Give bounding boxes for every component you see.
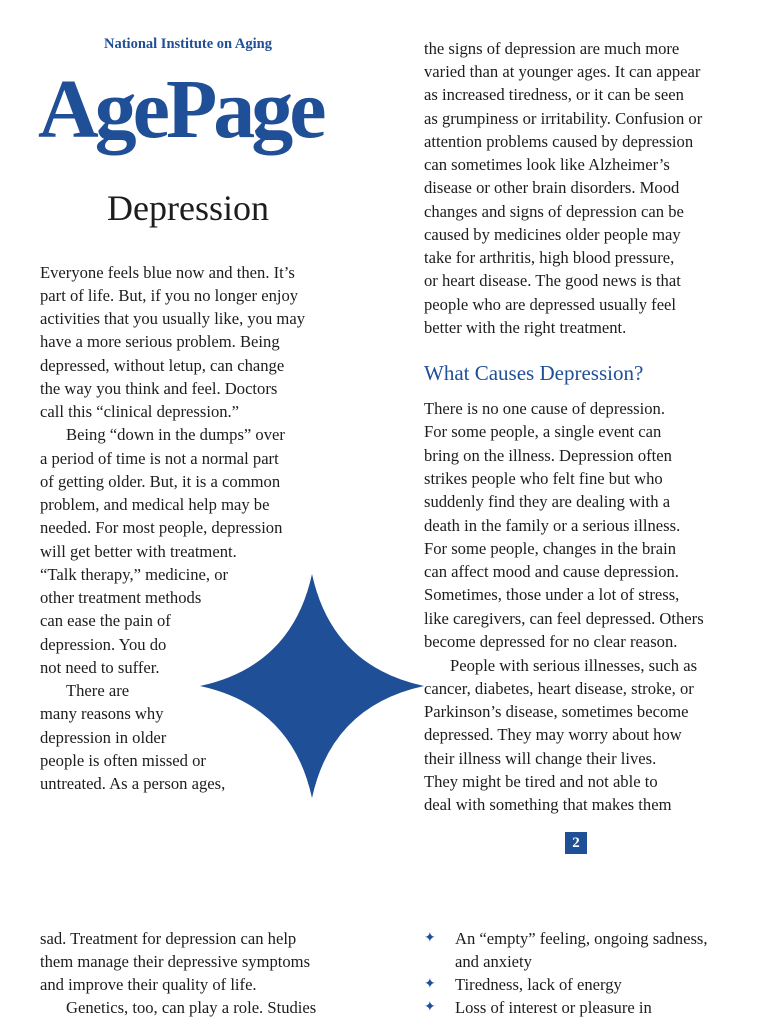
- text-line: call this “clinical depression.”: [40, 402, 240, 421]
- text-line: suddenly find they are dealing with a: [424, 492, 671, 511]
- text-line: of getting older. But, it is a common: [40, 472, 281, 491]
- text-line: They might be tired and not able to: [424, 772, 658, 791]
- text-line: deal with something that makes them: [424, 795, 672, 814]
- list-item-continuation: and anxiety: [455, 952, 532, 971]
- text-line: better with the right treatment.: [424, 318, 627, 337]
- text-line: people is often missed or: [40, 751, 206, 770]
- text-line: become depressed for no clear reason.: [424, 632, 678, 651]
- text-line: Sometimes, those under a lot of stress,: [424, 585, 680, 604]
- text-line: “Talk therapy,” medicine, or: [40, 565, 229, 584]
- list-item: Loss of interest or pleasure in: [455, 998, 652, 1017]
- text-line: Everyone feels blue now and then. It’s: [40, 263, 295, 282]
- text-line: depression in older: [40, 728, 167, 747]
- text-line: the way you think and feel. Doctors: [40, 379, 278, 398]
- text-line: not need to suffer.: [40, 658, 160, 677]
- text-line: strikes people who felt fine but who: [424, 469, 663, 488]
- text-line: people who are depressed usually feel: [424, 295, 677, 314]
- text-line: Being “down in the dumps” over: [66, 425, 285, 444]
- text-line: the signs of depression are much more: [424, 39, 680, 58]
- text-line: them manage their depressive symptoms: [40, 952, 311, 971]
- text-line: changes and signs of depression can be: [424, 202, 684, 221]
- text-line: There are: [66, 681, 130, 700]
- text-line: or heart disease. The good news is that: [424, 271, 681, 290]
- bullet-star-icon: ✦: [424, 1000, 436, 1015]
- text-line: have a more serious problem. Being: [40, 332, 280, 351]
- text-line: as increased tiredness, or it can be seen: [424, 85, 684, 104]
- text-line: problem, and medical help may be: [40, 495, 270, 514]
- text-line: as grumpiness or irritability. Confusion or: [424, 109, 703, 128]
- list-item: An “empty” feeling, ongoing sadness,: [455, 929, 708, 948]
- bullet-star-icon: ✦: [424, 931, 436, 946]
- section-heading: What Causes Depression?: [424, 361, 644, 385]
- text-line: disease or other brain disorders. Mood: [424, 178, 680, 197]
- text-line: bring on the illness. Depression often: [424, 446, 672, 465]
- text-line: activities that you usually like, you may: [40, 309, 305, 328]
- text-line: For some people, changes in the brain: [424, 539, 677, 558]
- text-line: take for arthritis, high blood pressure,: [424, 248, 675, 267]
- text-line: People with serious illnesses, such as: [450, 656, 698, 675]
- page-number-badge: 2: [565, 832, 587, 854]
- text-line: depressed. They may worry about how: [424, 725, 682, 744]
- text-line: attention problems caused by depression: [424, 132, 694, 151]
- text-line: like caregivers, can feel depressed. Others: [424, 609, 704, 628]
- text-line: needed. For most people, depression: [40, 518, 283, 537]
- text-line: their illness will change their lives.: [424, 749, 657, 768]
- page-separator: [0, 880, 768, 920]
- text-line: depression. You do: [40, 635, 167, 654]
- text-line: varied than at younger ages. It can appear: [424, 62, 701, 81]
- text-line: depressed, without letup, can change: [40, 356, 285, 375]
- text-line: Parkinson’s disease, sometimes become: [424, 702, 689, 721]
- text-line: part of life. But, if you no longer enjoy: [40, 286, 299, 305]
- text-line: many reasons why: [40, 704, 164, 723]
- text-line: and improve their quality of life.: [40, 975, 257, 994]
- text-line: There is no one cause of depression.: [424, 399, 665, 418]
- text-line: can affect mood and cause depression.: [424, 562, 679, 581]
- text-line: will get better with treatment.: [40, 542, 237, 561]
- list-item: Tiredness, lack of energy: [455, 975, 622, 994]
- text-line: a period of time is not a normal part: [40, 449, 279, 468]
- publisher-name: National Institute on Aging: [104, 36, 272, 52]
- text-line: cancer, diabetes, heart disease, stroke, or: [424, 679, 694, 698]
- text-line: can sometimes look like Alzheimer’s: [424, 155, 670, 174]
- text-line: For some people, a single event can: [424, 422, 662, 441]
- text-line: Genetics, too, can play a role. Studies: [66, 998, 317, 1017]
- text-line: caused by medicines older people may: [424, 225, 681, 244]
- star-icon: [200, 574, 424, 798]
- page-title: Depression: [107, 188, 269, 228]
- text-line: other treatment methods: [40, 588, 202, 607]
- text-line: can ease the pain of: [40, 611, 171, 630]
- agepage-logo: AgePage: [38, 63, 323, 156]
- text-line: death in the family or a serious illness.: [424, 516, 681, 535]
- bullet-star-icon: ✦: [424, 977, 436, 992]
- text-line: untreated. As a person ages,: [40, 774, 226, 793]
- text-line: sad. Treatment for depression can help: [40, 929, 297, 948]
